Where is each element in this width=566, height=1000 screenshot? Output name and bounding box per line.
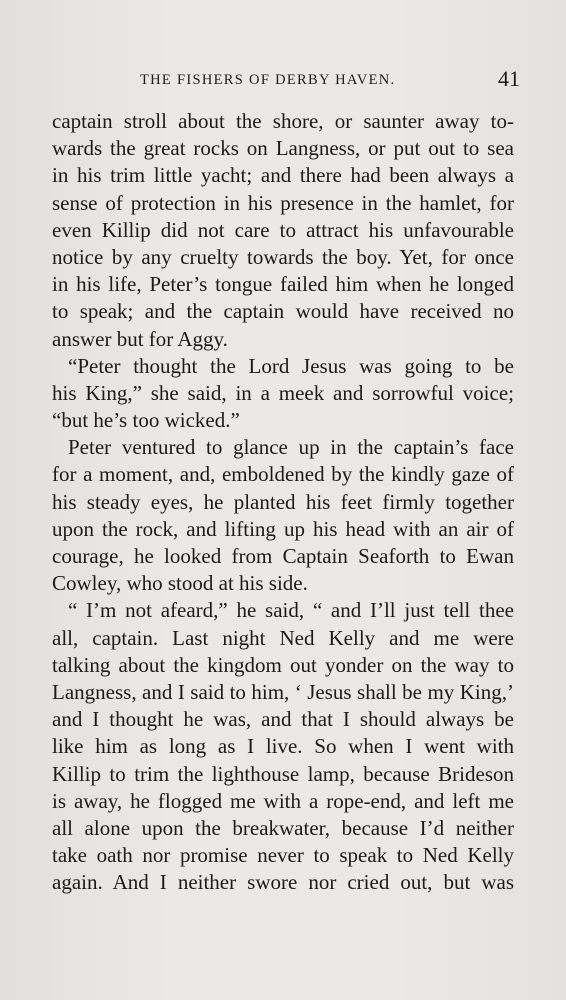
text-line: “ I’m not afeard,” he said, “ and I’ll just tell thee <box>68 598 514 623</box>
page-number: 41 <box>498 66 520 91</box>
text-line: courage, he looked from Captain Seaforth to Ewan <box>52 544 514 568</box>
text-line: his steady eyes, he planted his feet firmly together <box>52 489 514 514</box>
text-line: is away, he flogged me with a rope-end, and left me <box>52 788 514 813</box>
text-line: wards the great rocks on Langness, or put out to sea <box>52 136 514 161</box>
text-line: like him as long as I live. So when I went with <box>52 734 514 759</box>
text-line: upon the rock, and lifting up his head with an air of <box>52 516 514 541</box>
text-line: again. And I neither swore nor cried out, but was <box>52 870 514 895</box>
text-line: captain stroll about the shore, or saunter away to- <box>52 109 514 133</box>
text-line: even Killip did not care to attract his unfavourable <box>52 217 514 242</box>
text-line: in his trim little yacht; and there had been always a <box>52 163 514 188</box>
page-header <box>140 68 520 98</box>
text-line: all, captain. Last night Ned Kelly and me were <box>52 625 514 650</box>
text-line: “but he’s too wicked.” <box>52 408 240 433</box>
text-line: Killip to trim the lighthouse lamp, because Brideson <box>52 761 514 786</box>
text-line: and I thought he was, and that I should always be <box>52 707 514 732</box>
text-line: to speak; and the captain would have received no <box>52 299 514 324</box>
body-text <box>52 108 514 896</box>
text-line: his King,” she said, in a meek and sorrowful voice; <box>52 380 514 405</box>
text-line: “Peter thought the Lord Jesus was going to be <box>68 353 514 378</box>
text-line: notice by any cruelty towards the boy. Yet, for once <box>52 244 514 269</box>
text-line: answer but for Aggy. <box>52 326 228 351</box>
text-line: in his life, Peter’s tongue failed him when he longed <box>52 272 514 297</box>
text-line: for a moment, and, emboldened by the kindly gaze of <box>52 462 514 487</box>
text-line: take oath nor promise never to speak to Ned Kelly <box>52 843 514 868</box>
text-line: all alone upon the breakwater, because I’d neither <box>52 815 514 840</box>
text-line: Langness, and I said to him, ‘ Jesus shall be my King,’ <box>52 679 514 704</box>
text-line: Cowley, who stood at his side. <box>52 571 308 596</box>
running-title: THE FISHERS OF DERBY HAVEN. <box>140 72 396 88</box>
text-line: sense of protection in his presence in the hamlet, for <box>52 190 514 215</box>
text-line: talking about the kingdom out yonder on the way to <box>52 652 514 677</box>
text-line: Peter ventured to glance up in the captain’s face <box>68 435 514 460</box>
